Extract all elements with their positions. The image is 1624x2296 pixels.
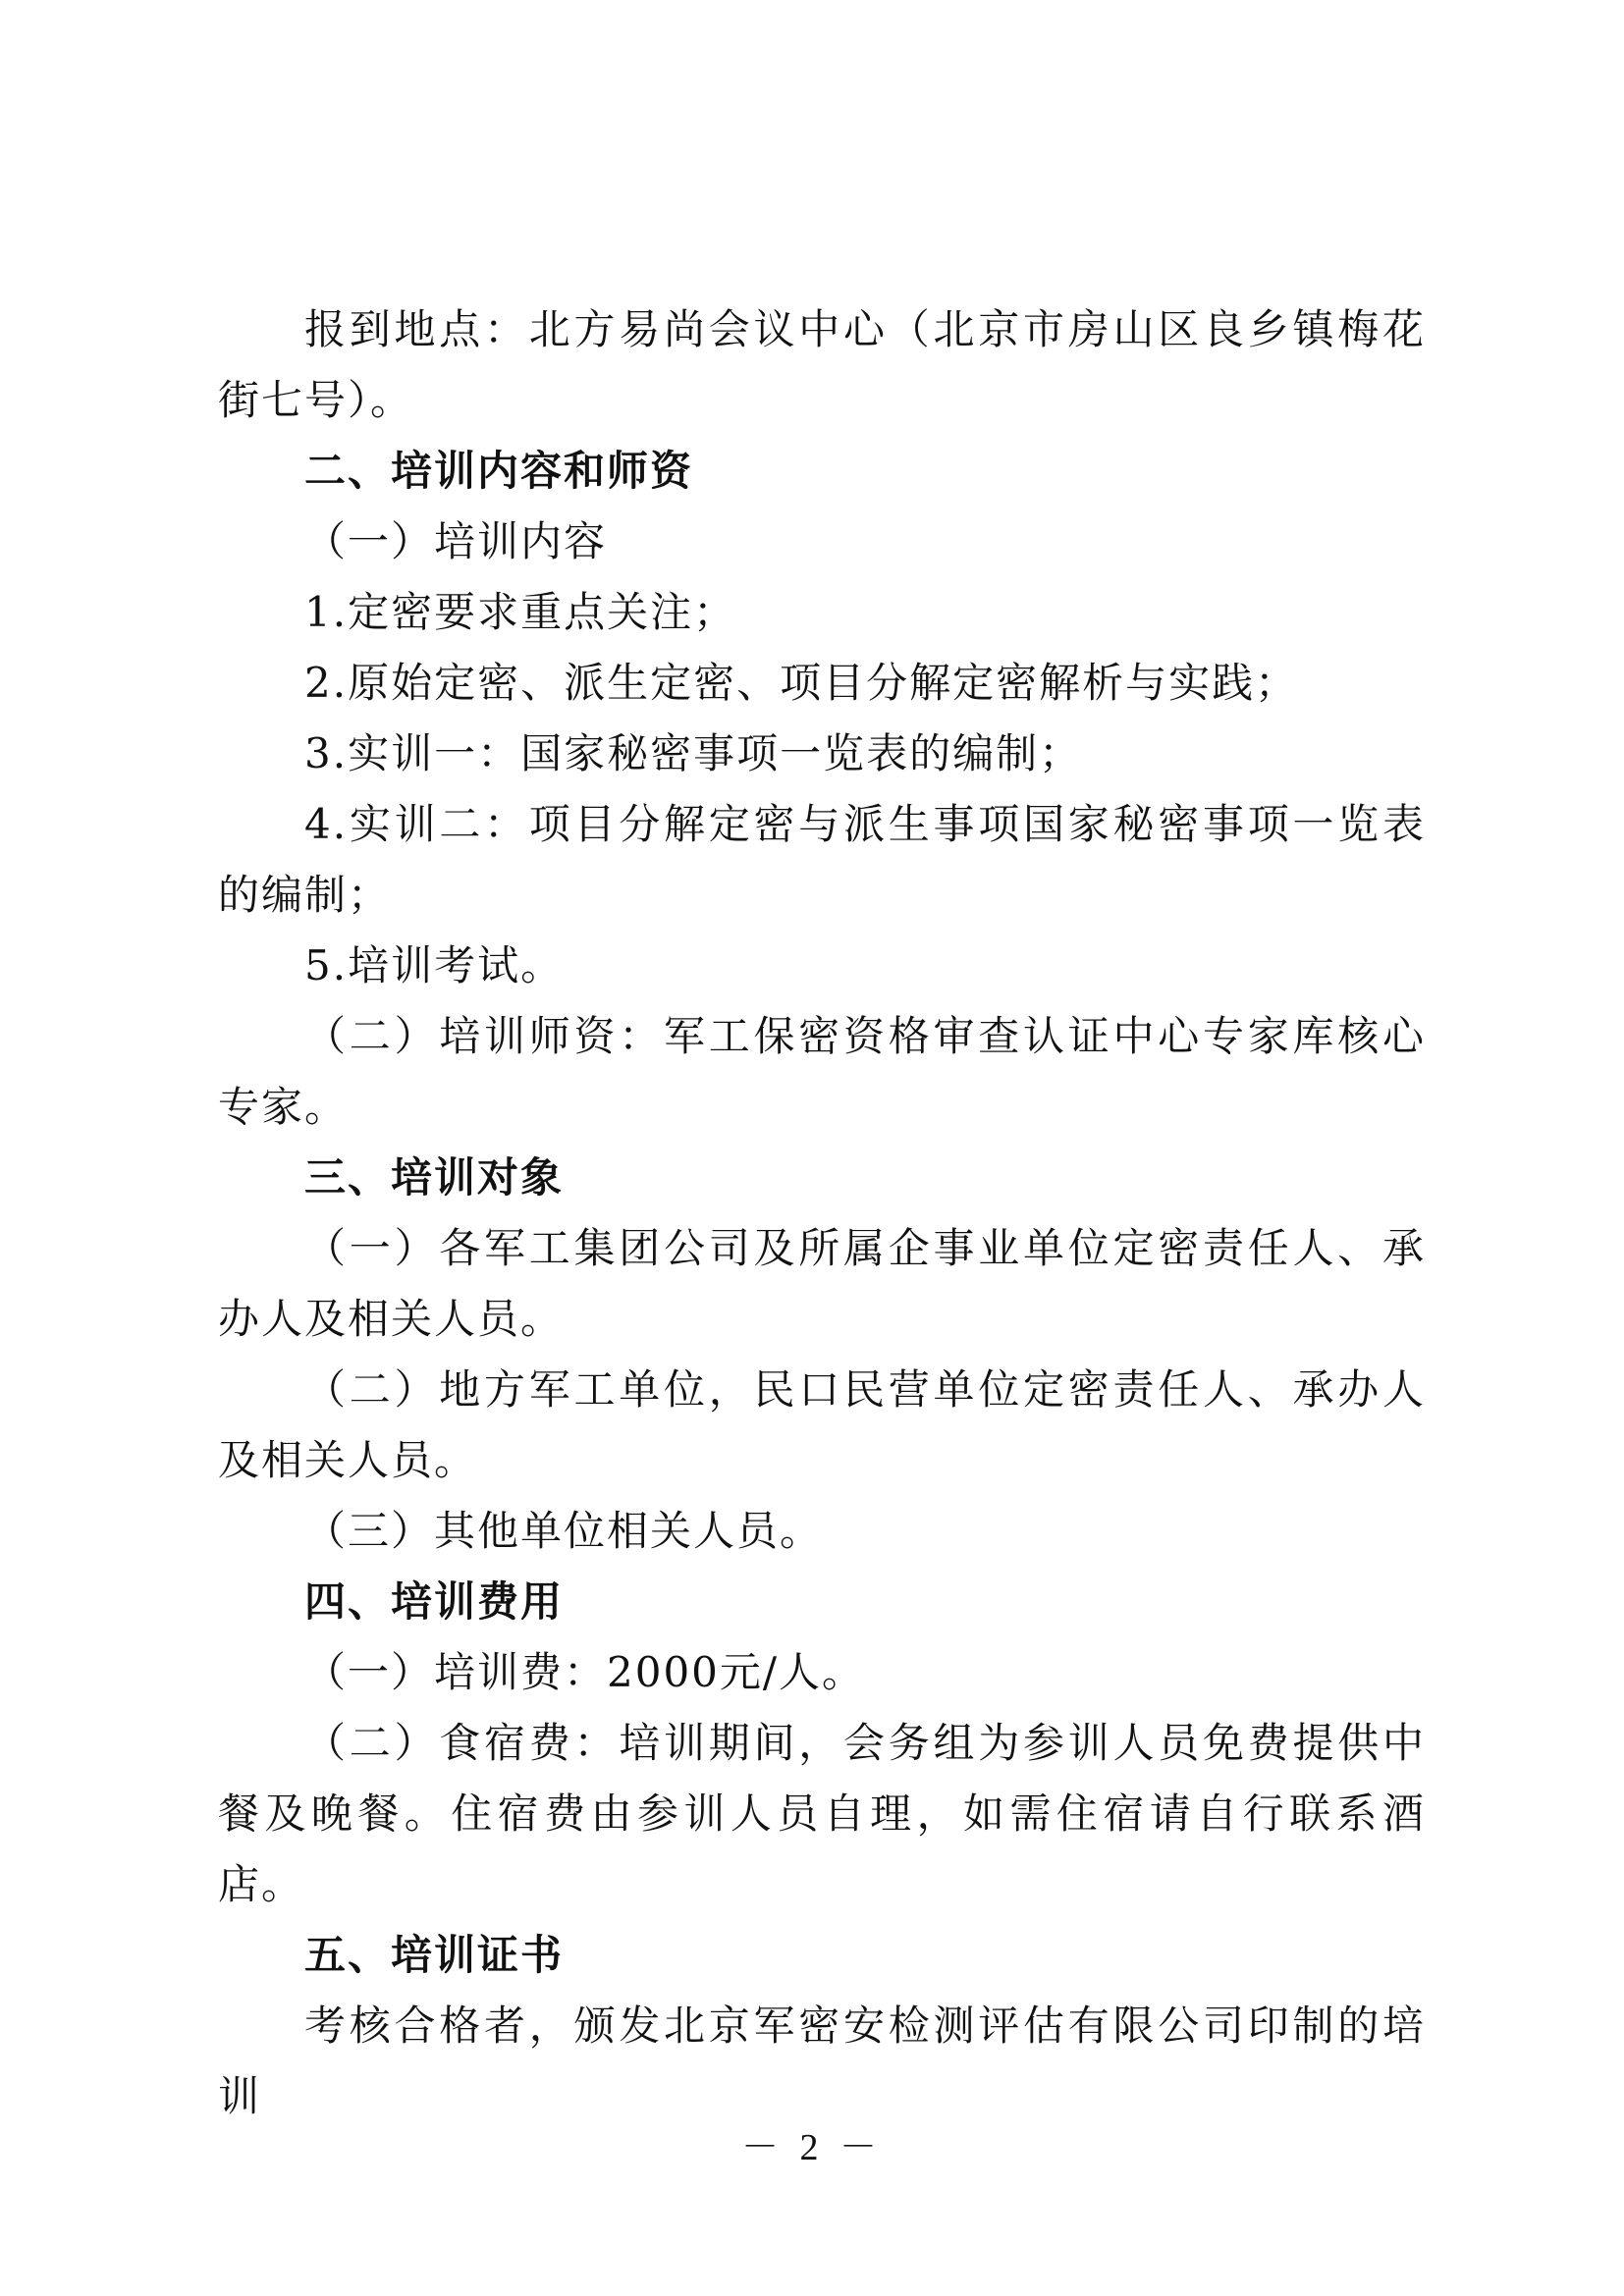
paragraph: （二）食宿费：培训期间，会务组为参训人员免费提供中餐及晚餐。住宿费由参训人员自理，如需住宿请自行联系酒店。 <box>218 1719 1426 1908</box>
paragraph: （一）培训费：2000元/人。 <box>304 1648 866 1696</box>
section-heading-2: 二、培训内容和师资 <box>304 447 694 495</box>
paragraph-report-location: 报到地点：北方易尚会议中心（北京市房山区良乡镇梅花街七号）。 <box>218 305 1426 424</box>
section-heading-4: 四、培训费用 <box>304 1577 565 1626</box>
paragraph: 考核合格者，颁发北京军密安检测评估有限公司印制的培训 <box>218 2002 1426 2120</box>
list-item: 2.原始定密、派生定密、项目分解定密解析与实践； <box>304 659 1299 707</box>
paragraph: （三）其他单位相关人员。 <box>304 1507 824 1555</box>
list-item: 4.实训二：项目分解定密与派生事项国家秘密事项一览表的编制； <box>218 800 1426 919</box>
list-item: 3.实训一：国家秘密事项一览表的编制； <box>304 729 1083 777</box>
paragraph: （二）地方军工单位，民口民营单位定密责任人、承办人及相关人员。 <box>218 1365 1426 1484</box>
paragraph: （一）各军工集团公司及所属企事业单位定密责任人、承办人及相关人员。 <box>218 1224 1426 1343</box>
section-heading-3: 三、培训对象 <box>304 1153 565 1201</box>
section-heading-5: 五、培训证书 <box>304 1931 565 1979</box>
paragraph: （一）培训内容 <box>304 517 608 565</box>
document-body <box>218 294 1426 2132</box>
list-item: 5.培训考试。 <box>304 941 565 989</box>
page-number: － 2 － <box>740 2127 883 2168</box>
paragraph: （二）培训师资：军工保密资格审查认证中心专家库核心专家。 <box>218 1012 1426 1131</box>
list-item: 1.定密要求重点关注； <box>304 588 737 636</box>
